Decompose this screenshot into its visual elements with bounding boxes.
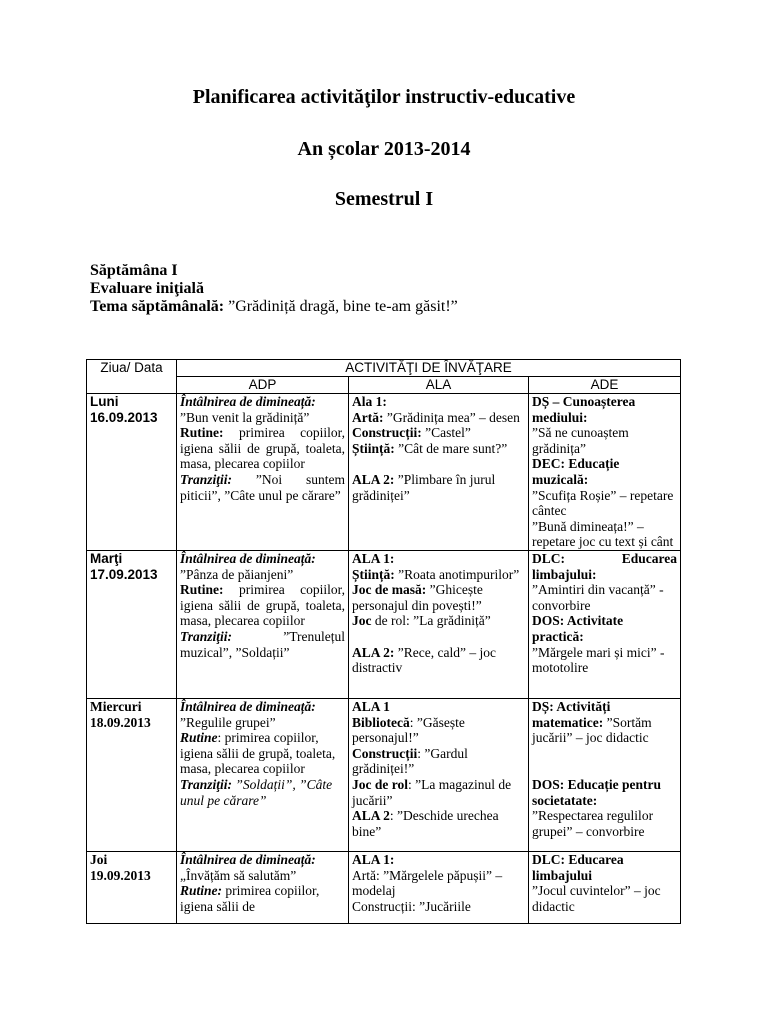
adp-cell	[177, 698, 349, 851]
day-date: 16.09.2013	[90, 410, 158, 425]
ade-cell	[529, 550, 681, 698]
ade-value: ”Mărgele mari și mici” - mototolire	[532, 644, 665, 676]
meeting-label: Întâlnirea de dimineață:	[180, 698, 316, 714]
ade-label: DȘ:	[532, 698, 554, 714]
ala-cell	[349, 851, 529, 923]
ala-value: de rol: ”La grădiniță”	[371, 613, 491, 629]
ala-label: Joc	[352, 613, 372, 629]
routine-label: Rutine	[180, 730, 218, 746]
meeting-value: ”Regulile grupei”	[180, 714, 276, 730]
ala-label: Știință:	[352, 440, 395, 456]
ala-value: : ”Deschide urechea bine”	[352, 808, 499, 839]
ade-value: ”Jocul cuvintelor” – joc didactic	[532, 883, 661, 914]
transition-value: ”Noi suntem piticii”, ”Câte unul pe cărare”	[180, 471, 345, 503]
day-date: 17.09.2013	[90, 566, 158, 582]
meeting-label: Întâlnirea de dimineață:	[180, 851, 316, 867]
ala-label: ALA 2	[352, 808, 390, 824]
ala-value: ”Roata anotimpurilor”	[394, 566, 520, 582]
ala-label: Știință:	[352, 566, 395, 582]
ade-value: ”Bună dimineața!” – repetare joc cu text și cânt	[532, 518, 674, 550]
day-date: 19.09.2013	[90, 867, 151, 883]
routine-value: primirea copiilor, igiena sălii de	[180, 883, 320, 914]
ala-value: ”Castel”	[421, 425, 471, 441]
ala-label: Artă:	[352, 409, 384, 425]
ade-cell	[529, 698, 681, 851]
transition-label: Tranziţii:	[180, 628, 233, 644]
ala-value: ”Cât de mare sunt?”	[394, 440, 508, 456]
day-name: Miercuri	[90, 698, 142, 714]
day-cell	[87, 851, 177, 923]
ala-value: ”Rece, cald” – joc distractiv	[352, 644, 496, 676]
ade-label: DLC: Educarea limbajului	[532, 851, 624, 883]
ala-value: : ”La magazinul de jucării”	[352, 776, 512, 808]
transition-label: Tranziţii:	[180, 776, 233, 792]
week-info	[90, 262, 458, 316]
ala-value: : ”Gardul grădiniței!”	[352, 745, 468, 777]
day-name: Luni	[90, 394, 119, 409]
ala-cell	[349, 550, 529, 698]
ala-line: ALA 1:	[352, 851, 395, 867]
ala-label: Joc de masă:	[352, 582, 427, 598]
ala-value: ”Grădinița mea” – desen	[383, 409, 520, 425]
transition-label: Tranziţii:	[180, 471, 233, 487]
ala-value: Construcții: ”Jucăriile	[352, 898, 471, 914]
routine-value: : primirea copiilor, igiena sălii de grupă, toaleta, masa, plecarea copiilor	[180, 730, 336, 777]
day-cell	[87, 394, 177, 551]
ala-line: Ala 1:	[352, 394, 387, 409]
ala-line: ALA 1	[352, 698, 390, 714]
ala-cell	[349, 698, 529, 851]
day-cell	[87, 698, 177, 851]
routine-label: Rutine:	[180, 582, 224, 598]
table-row	[87, 851, 681, 923]
day-name: Marţi	[90, 550, 123, 566]
ade-label: Activități matematice:	[532, 698, 611, 730]
document-title: Planificarea activităţilor instructiv-educative	[192, 86, 576, 108]
ade-value: ”Sortăm jucării” – joc didactic	[532, 714, 652, 746]
header-ade: ADE	[529, 377, 681, 394]
ala-label: Construcții:	[352, 425, 422, 441]
routine-label: Rutine:	[180, 425, 224, 441]
ade-cell	[529, 851, 681, 923]
table-row	[87, 550, 681, 698]
ade-value: ”Amintiri din vacanță” - convorbire	[532, 582, 664, 613]
ala-value: : ”Găsește personajul!”	[352, 714, 465, 746]
routine-value: primirea copiilor, igiena sălii de grupă, toaleta, masa, plecarea copiilor	[180, 582, 345, 629]
week-label: Săptămâna I	[90, 262, 178, 279]
ala-value: Artă: ”Mărgelele păpușii” – modelaj	[352, 867, 503, 899]
meeting-label: Întâlnirea de dimineață:	[180, 550, 316, 566]
header-adp: ADP	[177, 377, 349, 394]
table-row	[87, 394, 681, 551]
ala-value: ”Ghicește personajul din povești!”	[352, 582, 483, 613]
ala-value: ”Plimbare în jurul grădiniței”	[352, 471, 496, 503]
ade-label: DOS: Activitate practică:	[532, 613, 624, 644]
header-learning-activities: ACTIVITĂŢI DE ÎNVĂŢARE	[177, 360, 681, 377]
day-name: Joi	[90, 851, 108, 867]
meeting-label: Întâlnirea de dimineață:	[180, 394, 316, 409]
header-day-date: Ziua/ Data	[87, 360, 177, 394]
adp-cell	[177, 550, 349, 698]
routine-value: primirea copiilor, igiena sălii de grupă, toaleta, masa, plecarea copiilor	[180, 425, 345, 472]
ade-cell	[529, 394, 681, 551]
ade-label: DȘ – Cunoașterea mediului:	[532, 394, 636, 425]
ala-label: Joc de rol	[352, 776, 408, 792]
semester: Semestrul I	[334, 188, 434, 210]
transition-value: ”Soldații”, ”Câte unul pe cărare”	[180, 776, 333, 808]
ade-label: DLC: Educarea limbajului:	[532, 550, 678, 582]
ala-label: Bibliotecă	[352, 714, 410, 730]
meeting-value: ”Bun venit la grădiniță”	[180, 409, 310, 425]
ala-label: ALA 2:	[352, 471, 395, 487]
ade-value: ”Respectarea regulilor grupei” – convorbire	[532, 808, 654, 839]
meeting-value: „Învățăm să salutăm”	[180, 867, 297, 883]
ala-label: Construcții	[352, 745, 418, 761]
adp-cell	[177, 394, 349, 551]
ala-label: ALA 2:	[352, 644, 395, 660]
table-row	[87, 698, 681, 851]
meeting-value: ”Pânza de păianjeni”	[180, 566, 294, 582]
adp-cell	[177, 851, 349, 923]
ala-cell	[349, 394, 529, 551]
day-cell	[87, 550, 177, 698]
ala-line: ALA 1:	[352, 550, 395, 566]
header-ala: ALA	[349, 377, 529, 394]
activities-table	[86, 359, 681, 924]
theme-value: ”Grădiniță dragă, bine te-am găsit!”	[224, 298, 458, 315]
ade-label: DEC: Educație muzicală:	[532, 456, 620, 487]
ade-value: ”Scufița Roșie” – repetare cântec	[532, 487, 674, 519]
ade-label: DOS: Educație pentru societatate:	[532, 776, 662, 808]
ade-value: ”Să ne cunoaștem grădinița”	[532, 425, 629, 456]
evaluation-label: Evaluare iniţială	[90, 280, 204, 297]
transition-value: ”Trenulețul muzical”, ”Soldații”	[180, 628, 345, 660]
school-year: An școlar 2013-2014	[297, 138, 471, 160]
day-date: 18.09.2013	[90, 714, 151, 730]
routine-label: Rutine:	[180, 883, 223, 899]
theme-label: Tema săptămânală:	[90, 298, 225, 315]
